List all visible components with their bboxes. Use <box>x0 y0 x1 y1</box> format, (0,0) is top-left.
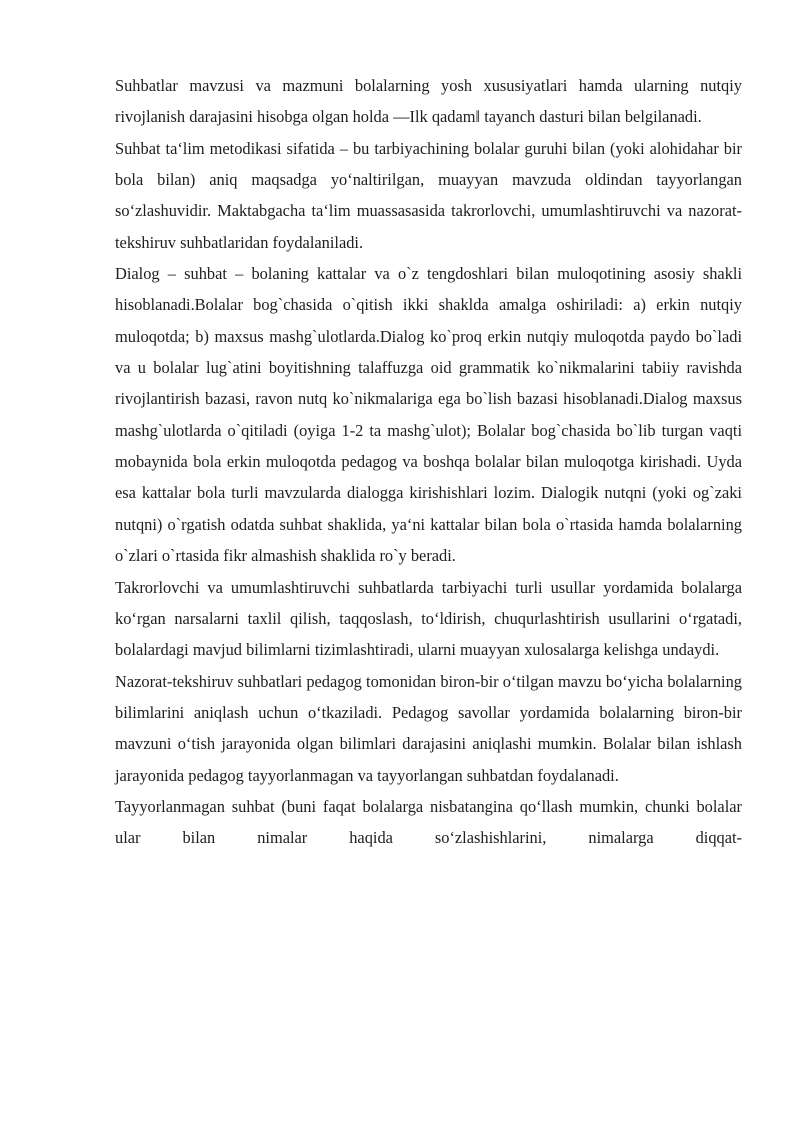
paragraph-topic-definition: Suhbatlar mavzusi va mazmuni bolalarning yosh xususiyatlari hamda ularning nutqiy rivojlanish darajasini hisobga olgan holda ―Ilk qadam‖ tayanch dasturi bilan belgilanadi. <box>115 76 742 127</box>
paragraph-conversation-method: Suhbat ta‘lim metodikasi sifatida – bu tarbiyachining bolalar guruhi bilan (yoki alohidahar bir bola bilan) aniq maqsadga yo‘naltirilgan, muayyan mavzuda oldindan tayyorlangan so‘zlashuvidir. Maktabgacha ta‘lim muassasasida takrorlovchi, umumlashtiruvchi va nazorat-tekshiruv suhbatlaridan foydalaniladi. <box>115 138 742 252</box>
paragraph-dialog: Dialog – suhbat – bolaning kattalar va o`z tengdoshlari bilan muloqotining asosiy shakli hisoblanadi.Bolalar bog`chasida o`qitish ikki shaklda amalga oshiriladi: a) erkin nutqiy muloqotda; b) maxsus mashg`ulotlarda.Dialog ko`proq erkin nutqiy muloqotda paydo bo`ladi va u bolalar lug`atini boyitishning talaffuzga oid grammatik ko`nikmalarini tabiiy ravishda rivojlantirish bazasi, ravon nutq ko`nikmalariga ega bo`lish bazasi hisoblanadi.Dialog maxsus mashg`ulotlarda o`qitiladi (oyiga 1-2 ta mashg`ulot); Bolalar bog`chasida bo`lib turgan vaqti mobaynida bola erkin muloqotda pedagog va boshqa bolalar bilan muloqotga kirishadi. Uyda esa kattalar bola turli mavzularda dialogga kirishishlari lozim. Dialogik nutqni (yoki og`zaki nutqni) o`rgatish odatda suhbat shaklida, ya‘ni kattalar bilan bola o`rtasida hamda bolalarning o`zlari o`rtasida fikr almashish shaklida ro`y beradi. <box>115 264 742 566</box>
document-page <box>115 70 742 854</box>
paragraph-control-check: Nazorat-tekshiruv suhbatlari pedagog tomonidan biron-bir o‘tilgan mavzu bo‘yicha bolalarning bilimlarini aniqlash uchun o‘tkaziladi. Pedagog savollar yordamida bolalarning biron-bir mavzuni o‘tish jarayonida olgan bilimlari darajasini aniqlashi mumkin. Bolalar bilan ishlash jarayonida pedagog tayyorlanmagan va tayyorlangan suhbatdan foydalanadi. <box>115 671 742 785</box>
paragraph-unprepared-conversation: Tayyorlanmagan suhbat (buni faqat bolalarga nisbatangina qo‘llash mumkin, chunki bolalar ular bilan nimalar haqida so‘zlashishlarini, nimalarga diqqat- <box>115 796 742 848</box>
paragraph-repeating-generalizing: Takrorlovchi va umumlashtiruvchi suhbatlarda tarbiyachi turli usullar yordamida bolalarga ko‘rgan narsalarni taxlil qilish, taqqoslash, to‘ldirish, chuqurlashtirish usullarini o‘rgatadi, bolalardagi mavjud bilimlarni tizimlashtiradi, ularni muayyan xulosalarga kelishga undaydi. <box>115 577 742 660</box>
